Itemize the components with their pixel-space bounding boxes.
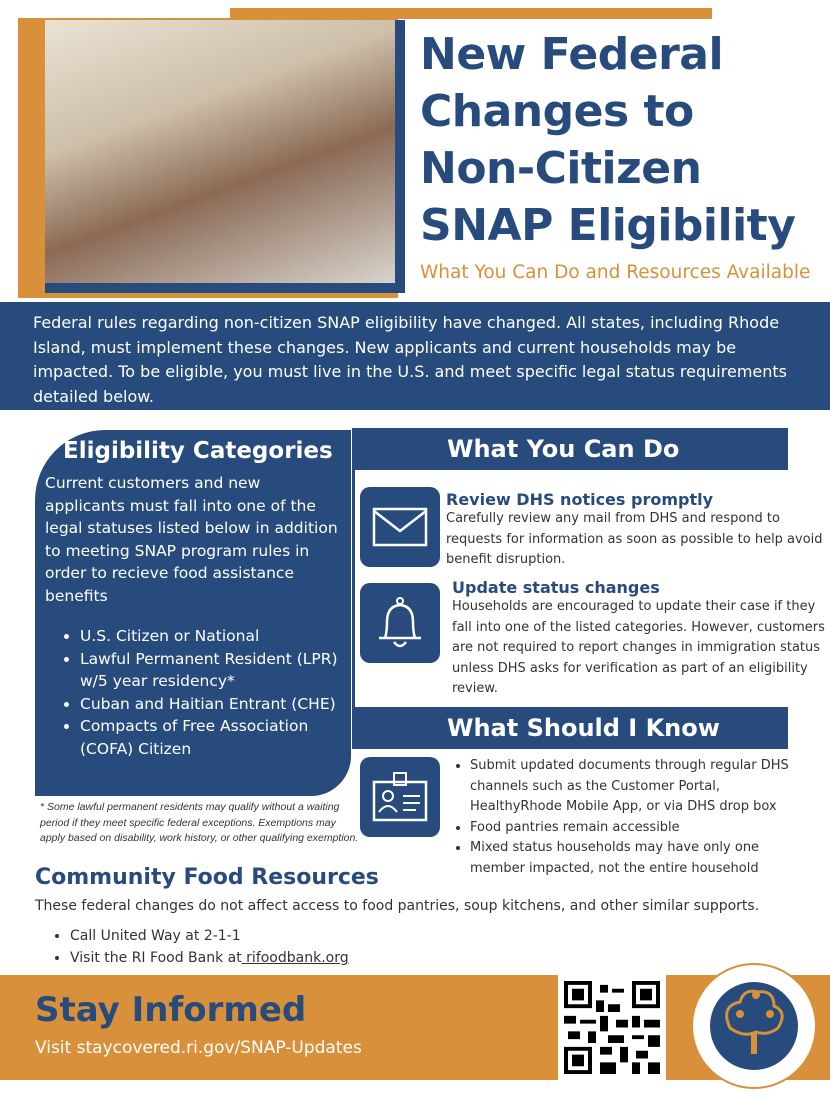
list-item: • Lawful Permanent Resident (LPR) w/5 year residency* (80, 648, 341, 693)
rifoodbank-link[interactable]: rifoodbank.org (241, 950, 349, 966)
list-item: • Mixed status households may have only one member impacted, not the entire household (470, 838, 805, 879)
id-card-icon (360, 757, 440, 837)
eligibility-panel (35, 430, 351, 796)
what-should-i-know-list (455, 756, 805, 879)
eligibility-footnote: * Some lawful permanent residents may qualify without a waiting period if they meet specific federal exceptions. Exemptions may apply based on disability, work history, or other qualifying exemption. (40, 801, 359, 844)
review-notices-item (446, 490, 826, 571)
snap-updates-link[interactable]: Visit staycovered.ri.gov/SNAP-Updates (35, 1038, 362, 1058)
item-title: Review DHS notices promptly (446, 490, 714, 509)
what-should-i-know-heading: What Should I Know (352, 707, 788, 749)
community-heading: Community Food Resources (35, 865, 379, 890)
classroom-photo (45, 20, 395, 283)
what-you-can-do-heading: What You Can Do (352, 428, 788, 470)
page-title: New Federal Changes to Non-Citizen SNAP Eligibility (420, 29, 796, 251)
update-status-item (452, 578, 830, 700)
community-list (70, 925, 349, 969)
eligibility-list (80, 625, 341, 760)
section-divider (352, 470, 355, 708)
list-item (70, 947, 349, 969)
qr-code[interactable] (558, 975, 666, 1080)
subtitle: What You Can Do and Resources Available (420, 262, 811, 283)
list-item: • U.S. Citizen or National (80, 625, 341, 648)
envelope-icon (360, 487, 440, 567)
list-item: • Cuban and Haitian Entrant (CHE) (80, 693, 341, 716)
list-item: • Food pantries remain accessible (470, 818, 805, 839)
stay-informed-heading: Stay Informed (35, 990, 307, 1030)
item-text: Households are encouraged to update their case if they fall into one of the listed categories. However, customers are not required to report changes in immigration status unless DHS asks for verification as part of an eligibility review. (452, 599, 825, 696)
list-item: • Compacts of Free Association (COFA) Citizen (80, 715, 341, 760)
eligibility-heading: Eligibility Categories (63, 438, 333, 464)
item-text: Carefully review any mail from DHS and respond to requests for information as soon as possible to help avoid benefit disruption. (446, 511, 823, 567)
dhs-logo (690, 962, 818, 1090)
bell-icon (360, 583, 440, 663)
community-text: These federal changes do not affect access to food pantries, soup kitchens, and other similar supports. (35, 898, 760, 914)
item-title: Update status changes (452, 578, 660, 597)
list-item-text: Visit the RI Food Bank at (70, 950, 242, 966)
eligibility-text: Current customers and new applicants must fall into one of the legal statuses listed below in addition to meeting SNAP program rules in order to recieve food assistance benefits (45, 474, 338, 605)
list-item: • Call United Way at 2-1-1 (70, 925, 349, 947)
list-item: • Submit updated documents through regular DHS channels such as the Customer Portal, HealthyRhode Mobile App, or via DHS drop box (470, 756, 805, 818)
intro-band: Federal rules regarding non-citizen SNAP eligibility have changed. All states, including Rhode Island, must implement these changes. New applicants and current households may be impacted. To be eligible, you must live in the U.S. and meet specific legal status requirements detailed below. (0, 302, 830, 410)
